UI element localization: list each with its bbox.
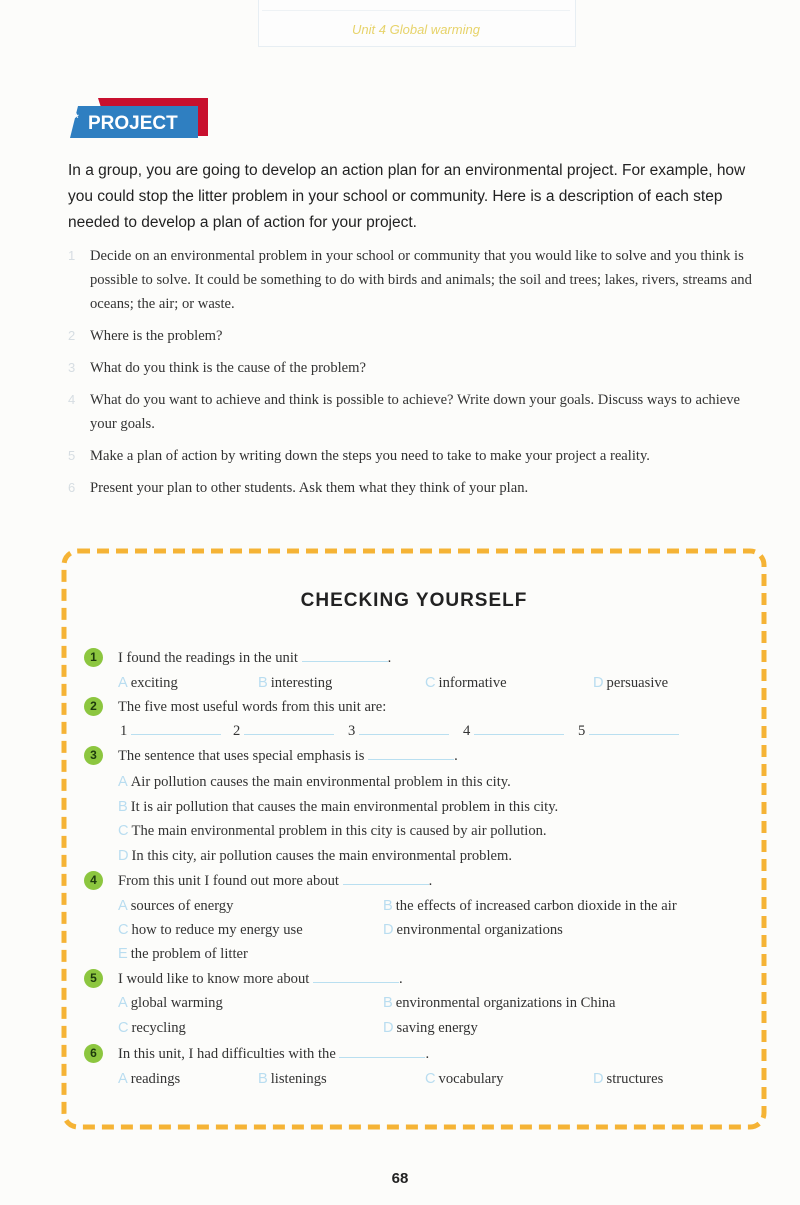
- answer-blank[interactable]: [343, 874, 429, 885]
- option-letter: D: [383, 1020, 394, 1036]
- option[interactable]: [118, 922, 303, 939]
- question-end: .: [428, 873, 433, 889]
- checking-title: CHECKING YOURSELF: [300, 590, 528, 611]
- option[interactable]: [425, 1071, 503, 1088]
- step-item: [68, 356, 768, 380]
- answer-blank[interactable]: [313, 972, 399, 983]
- option-text: vocabulary: [438, 1071, 504, 1087]
- option[interactable]: [258, 1071, 327, 1088]
- option-text: environmental organizations in China: [395, 995, 616, 1011]
- option-letter: A: [118, 675, 128, 691]
- option-text: exciting: [130, 675, 178, 691]
- project-badge: [70, 96, 210, 140]
- answer-blank[interactable]: [302, 651, 388, 662]
- question-prompt: From this unit I found out more about: [118, 873, 339, 889]
- option-letter: A: [118, 995, 128, 1011]
- option[interactable]: [118, 848, 512, 865]
- option-letter: C: [118, 922, 129, 938]
- option-letter: D: [593, 1071, 604, 1087]
- answer-blank[interactable]: [244, 724, 334, 735]
- option-letter: D: [118, 848, 129, 864]
- blank-number: 5: [578, 723, 586, 739]
- step-number: 6: [68, 480, 76, 495]
- question-text: The five most useful words from this unit are:: [118, 699, 387, 715]
- option-letter: D: [593, 675, 604, 691]
- step-item: [68, 324, 768, 348]
- word-blank[interactable]: [348, 723, 449, 740]
- option-text: environmental organizations: [396, 922, 563, 938]
- option-text: persuasive: [606, 675, 669, 691]
- question-end: .: [398, 971, 403, 987]
- project-intro: In a group, you are going to develop an action plan for an environmental project. For example, how you could stop the litter problem in your school or community. Here is a description of each step needed to develop a plan of action for your project.: [68, 162, 746, 231]
- question-number: 5: [84, 969, 103, 988]
- question-text: [118, 1046, 429, 1063]
- option-text: sources of energy: [130, 898, 234, 914]
- step-text: What do you want to achieve and think is possible to achieve? Write down your goals. Discuss ways to achieve your goals.: [90, 392, 741, 432]
- option-text: how to reduce my energy use: [131, 922, 303, 938]
- step-text: What do you think is the cause of the problem?: [90, 360, 366, 376]
- star-icon: *: [74, 111, 79, 125]
- option-letter: D: [383, 922, 394, 938]
- option-letter: A: [118, 898, 128, 914]
- question-number: 6: [84, 1044, 103, 1063]
- option-letter: B: [258, 675, 268, 691]
- option[interactable]: [593, 1071, 663, 1088]
- option[interactable]: [383, 995, 616, 1012]
- word-blank[interactable]: [233, 723, 334, 740]
- option-text: the effects of increased carbon dioxide in the air: [395, 898, 677, 914]
- answer-blank[interactable]: [589, 724, 679, 735]
- option-letter: A: [118, 1071, 128, 1087]
- step-number: 1: [68, 248, 76, 263]
- question-end: .: [454, 748, 458, 764]
- word-blank[interactable]: [120, 723, 221, 740]
- badge-label: PROJECT: [88, 113, 178, 134]
- blank-number: 1: [120, 723, 128, 739]
- option[interactable]: [383, 922, 563, 939]
- answer-blank[interactable]: [368, 749, 454, 760]
- answer-blank[interactable]: [474, 724, 564, 735]
- page-number: 68: [391, 1170, 409, 1187]
- option-text: readings: [130, 1071, 181, 1087]
- header-rule: [262, 10, 570, 11]
- question-end: .: [387, 650, 392, 666]
- option[interactable]: [118, 1071, 180, 1088]
- question-number: 4: [84, 871, 103, 890]
- option-letter: C: [425, 1071, 436, 1087]
- option[interactable]: [118, 675, 178, 692]
- step-text: Make a plan of action by writing down the steps you need to take to make your project a reality.: [90, 448, 650, 464]
- question-number: 1: [84, 648, 103, 667]
- question-number: 3: [84, 746, 103, 765]
- option-text: informative: [438, 675, 507, 691]
- question-text: [118, 873, 432, 890]
- option[interactable]: [425, 675, 507, 692]
- question-end: .: [425, 1046, 430, 1062]
- blank-number: 3: [348, 723, 356, 739]
- step-text: Where is the problem?: [90, 328, 223, 344]
- option-letter: B: [383, 995, 393, 1011]
- option-letter: C: [425, 675, 436, 691]
- project-steps: [68, 244, 768, 508]
- step-item: [68, 444, 768, 468]
- option-letter: A: [118, 774, 128, 790]
- step-text: Decide on an environmental problem in your school or community that you would like to solve and you think is possible to solve. It could be something to do with birds and animals; the soil and trees; lakes, rivers, streams and oceans; the air; or waste.: [90, 248, 752, 312]
- unit-title: Unit 4 Global warming: [352, 22, 480, 37]
- option[interactable]: [258, 675, 332, 692]
- option-text: recycling: [131, 1020, 186, 1036]
- option-letter: E: [118, 946, 128, 962]
- word-blank[interactable]: [463, 723, 564, 740]
- answer-blank[interactable]: [359, 724, 449, 735]
- question-text: [118, 971, 403, 988]
- option[interactable]: [118, 995, 223, 1012]
- question-prompt: I would like to know more about: [118, 971, 310, 987]
- option-letter: C: [118, 1020, 129, 1036]
- question-text: [118, 748, 458, 765]
- option-letter: C: [118, 823, 129, 839]
- option[interactable]: [383, 1020, 478, 1037]
- question-text: [118, 650, 391, 667]
- option[interactable]: [593, 675, 668, 692]
- option[interactable]: [118, 799, 558, 816]
- option[interactable]: [118, 774, 511, 791]
- option-text: saving energy: [396, 1020, 478, 1036]
- blank-number: 4: [463, 723, 471, 739]
- answer-blank[interactable]: [339, 1047, 425, 1058]
- blank-number: 2: [233, 723, 241, 739]
- option-text: structures: [606, 1071, 664, 1087]
- option-text: interesting: [270, 675, 333, 691]
- question-number: 2: [84, 697, 103, 716]
- option[interactable]: [118, 898, 233, 915]
- option[interactable]: [118, 1020, 186, 1037]
- option-text: In this city, air pollution causes the main environmental problem.: [131, 848, 512, 864]
- question-prompt: The sentence that uses special emphasis is: [118, 748, 365, 764]
- option-text: The main environmental problem in this city is caused by air pollution.: [131, 823, 547, 839]
- step-item: [68, 476, 768, 500]
- answer-blank[interactable]: [131, 724, 221, 735]
- option-letter: B: [383, 898, 393, 914]
- option[interactable]: [118, 946, 248, 963]
- step-number: 5: [68, 448, 76, 463]
- option[interactable]: [118, 823, 547, 840]
- option-text: Air pollution causes the main environmental problem in this city.: [130, 774, 511, 790]
- step-number: 4: [68, 392, 76, 407]
- step-number: 2: [68, 328, 76, 343]
- step-number: 3: [68, 360, 76, 375]
- question-prompt: I found the readings in the unit: [118, 650, 298, 666]
- word-blank[interactable]: [578, 723, 679, 740]
- option-text: global warming: [130, 995, 223, 1011]
- step-item: [68, 244, 768, 316]
- question-prompt: In this unit, I had difficulties with the: [118, 1046, 336, 1062]
- step-item: [68, 388, 768, 436]
- option-letter: B: [118, 799, 128, 815]
- option[interactable]: [383, 898, 677, 915]
- option-letter: B: [258, 1071, 268, 1087]
- option-text: It is air pollution that causes the main environmental problem in this city.: [130, 799, 559, 815]
- step-text: Present your plan to other students. Ask them what they think of your plan.: [90, 480, 529, 496]
- option-text: the problem of litter: [130, 946, 248, 962]
- option-text: listenings: [270, 1071, 327, 1087]
